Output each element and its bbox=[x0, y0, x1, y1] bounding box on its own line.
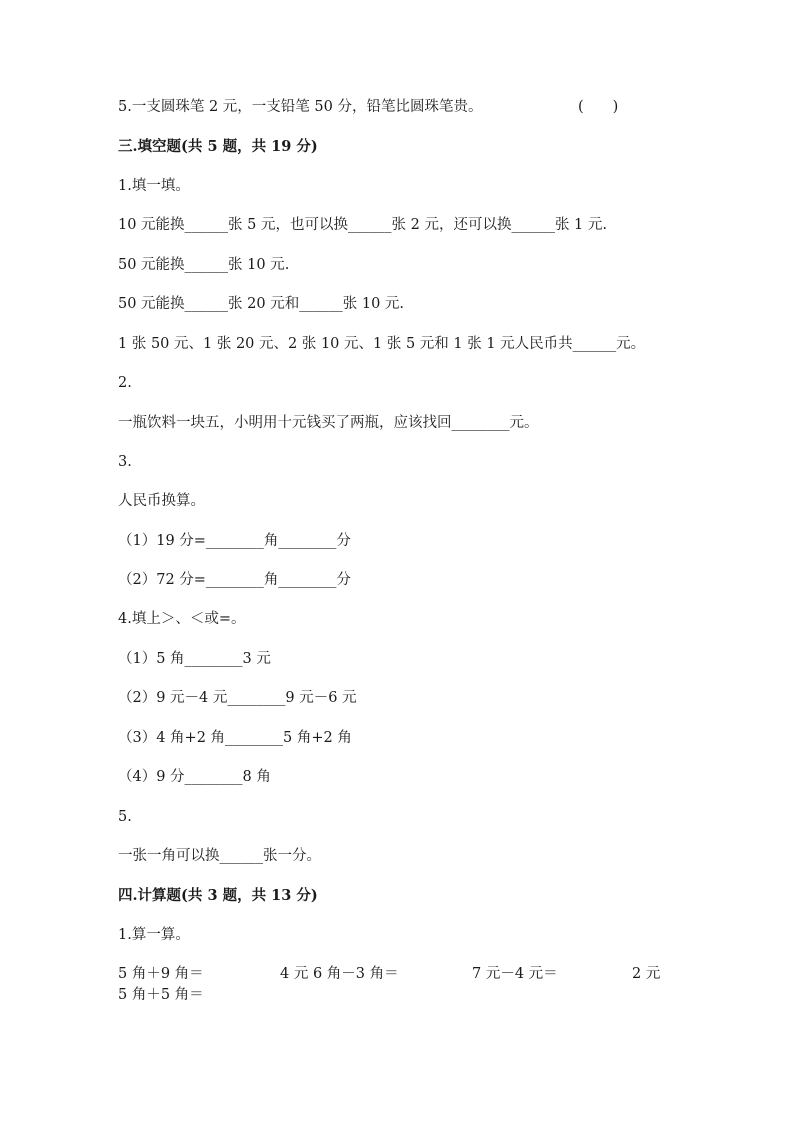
question-label: 3. bbox=[118, 454, 132, 470]
fill-line: 1 张 50 元、1 张 20 元、2 张 10 元、1 张 5 元和 1 张 1 元人民币共______元。 bbox=[118, 336, 646, 352]
question-label: 4.填上＞、＜或=。 bbox=[118, 611, 246, 627]
question-text: 5.一支圆珠笔 2 元，一支铅笔 50 分，铅笔比圆珠笔贵。 bbox=[118, 99, 483, 115]
question-text: 人民币换算。 bbox=[118, 493, 205, 509]
question-label: 1.算一算。 bbox=[118, 927, 190, 943]
sub-item: （3）4 角+2 角________5 角+2 角 bbox=[118, 730, 352, 746]
sub-item: （2）72 分=________角________分 bbox=[118, 572, 351, 588]
question-label: 5. bbox=[118, 809, 132, 825]
fill-line: 50 元能换______张 20 元和______张 10 元. bbox=[118, 296, 405, 312]
fill-line: 10 元能换______张 5 元，也可以换______张 2 元，还可以换______张 1 元. bbox=[118, 217, 607, 233]
fill-line: 50 元能换______张 10 元. bbox=[118, 257, 290, 273]
question-label: 1.填一填。 bbox=[118, 178, 190, 194]
sub-item: （1）5 角________3 元 bbox=[118, 651, 271, 667]
question-text: 一张一角可以换______张一分。 bbox=[118, 848, 321, 864]
question-label: 2. bbox=[118, 375, 132, 391]
calc-item: 2 元 bbox=[632, 966, 661, 982]
calc-item: 7 元－4 元＝ bbox=[472, 966, 558, 982]
calc-item: 5 角＋9 角＝ bbox=[118, 966, 204, 982]
sub-item: （4）9 分________8 角 bbox=[118, 769, 271, 785]
question-text: 一瓶饮料一块五，小明用十元钱买了两瓶，应该找回________元。 bbox=[118, 415, 539, 431]
calc-item: 4 元 6 角－3 角＝ bbox=[280, 966, 399, 982]
calc-item: 5 角＋5 角＝ bbox=[118, 987, 204, 1003]
section-title-fill-in: 三.填空题(共 5 题，共 19 分) bbox=[118, 138, 318, 155]
section-title-calculation: 四.计算题(共 3 题，共 13 分) bbox=[118, 887, 318, 904]
answer-parentheses: ( ) bbox=[578, 99, 619, 115]
sub-item: （2）9 元－4 元________9 元－6 元 bbox=[118, 690, 357, 706]
sub-item: （1）19 分=________角________分 bbox=[118, 533, 351, 549]
